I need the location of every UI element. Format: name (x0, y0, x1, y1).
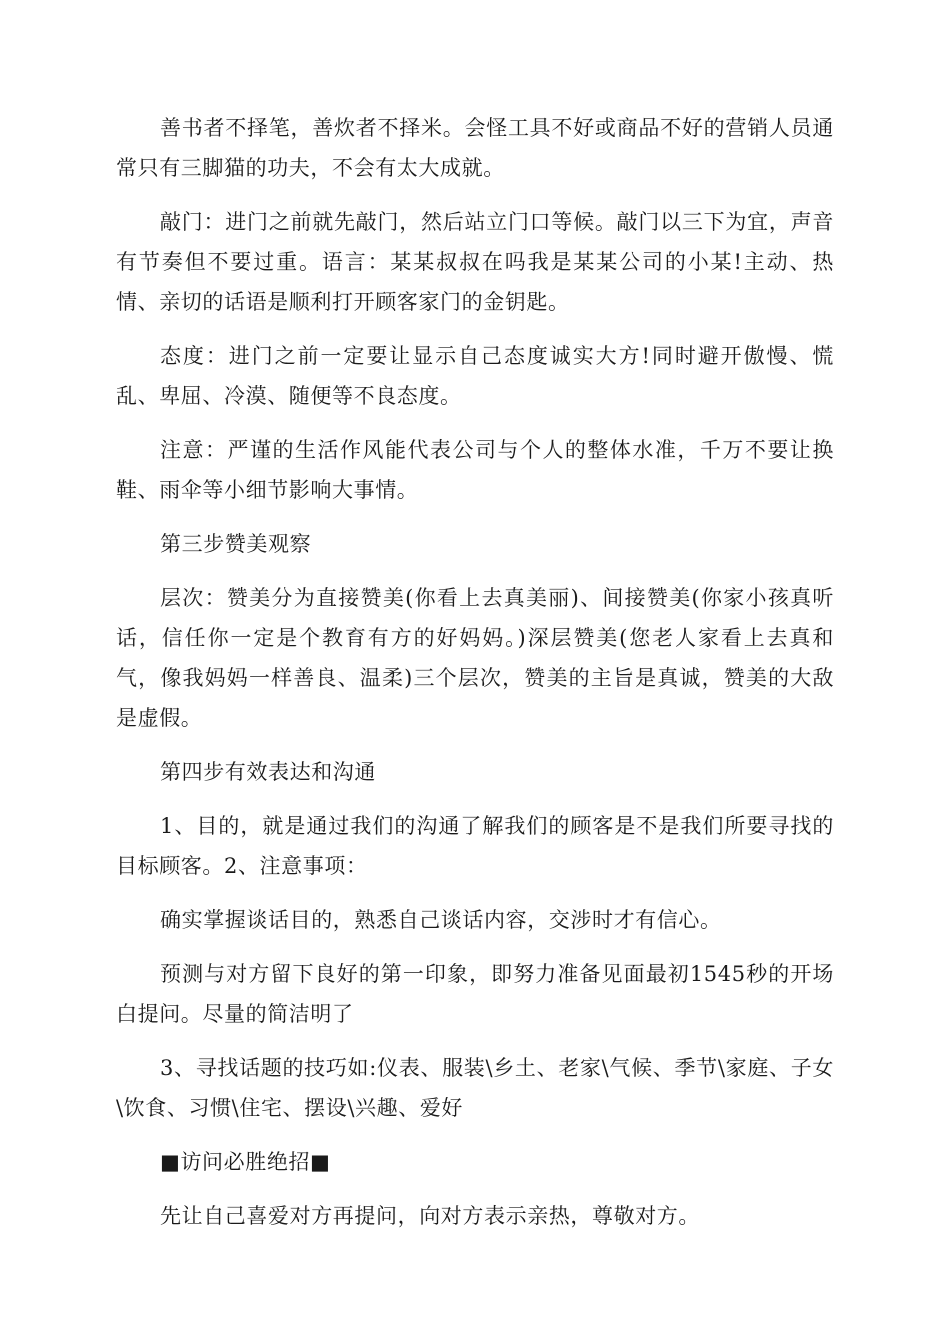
section-heading-step3: 第三步赞美观察 (160, 532, 312, 556)
paragraph-attitude: 态度：进门之前一定要让显示自己态度诚实大方!同时避开傲慢、慌乱、卑屈、冷漠、随便等不良态度。 (116, 344, 834, 408)
paragraph-purpose: 1、目的，就是通过我们的沟通了解我们的顾客是不是我们所要寻找的目标顾客。2、注意事项： (116, 814, 834, 878)
section-heading-tricks: ■访问必胜绝招■ (160, 1150, 331, 1174)
paragraph-confidence: 确实掌握谈话目的，熟悉自己谈话内容，交涉时才有信心。 (160, 908, 722, 932)
document-body (116, 108, 834, 1250)
paragraph-tools: 善书者不择笔，善炊者不择米。会怪工具不好或商品不好的营销人员通常只有三脚猫的功夫，不会有太大成就。 (116, 116, 834, 180)
paragraph-attention: 注意：严谨的生活作风能代表公司与个人的整体水准，千万不要让换鞋、雨伞等小细节影响大事情。 (116, 438, 834, 502)
section-heading-step4: 第四步有效表达和沟通 (160, 760, 376, 784)
paragraph-first-impression: 预测与对方留下良好的第一印象，即努力准备见面最初1545秒的开场白提问。尽量的简洁明了 (116, 962, 834, 1026)
paragraph-praise-levels: 层次：赞美分为直接赞美(你看上去真美丽)、间接赞美(你家小孩真听话，信任你一定是个教育有方的好妈妈。)深层赞美(您老人家看上去真和气，像我妈妈一样善良、温柔)三个层次，赞美的主旨是真诚，赞美的大敌是虚假。 (116, 586, 834, 730)
paragraph-knocking: 敲门：进门之前就先敲门，然后站立门口等候。敲门以三下为宜，声音有节奏但不要过重。语言：某某叔叔在吗我是某某公司的小某!主动、热情、亲切的话语是顺利打开顾客家门的金钥匙。 (116, 210, 834, 314)
paragraph-respect: 先让自己喜爱对方再提问，向对方表示亲热，尊敬对方。 (160, 1204, 700, 1228)
paragraph-topic-tips: 3、寻找话题的技巧如:仪表、服装\乡土、老家\气候、季节\家庭、子女\饮食、习惯\住宅、摆设\兴趣、爱好 (116, 1056, 834, 1120)
